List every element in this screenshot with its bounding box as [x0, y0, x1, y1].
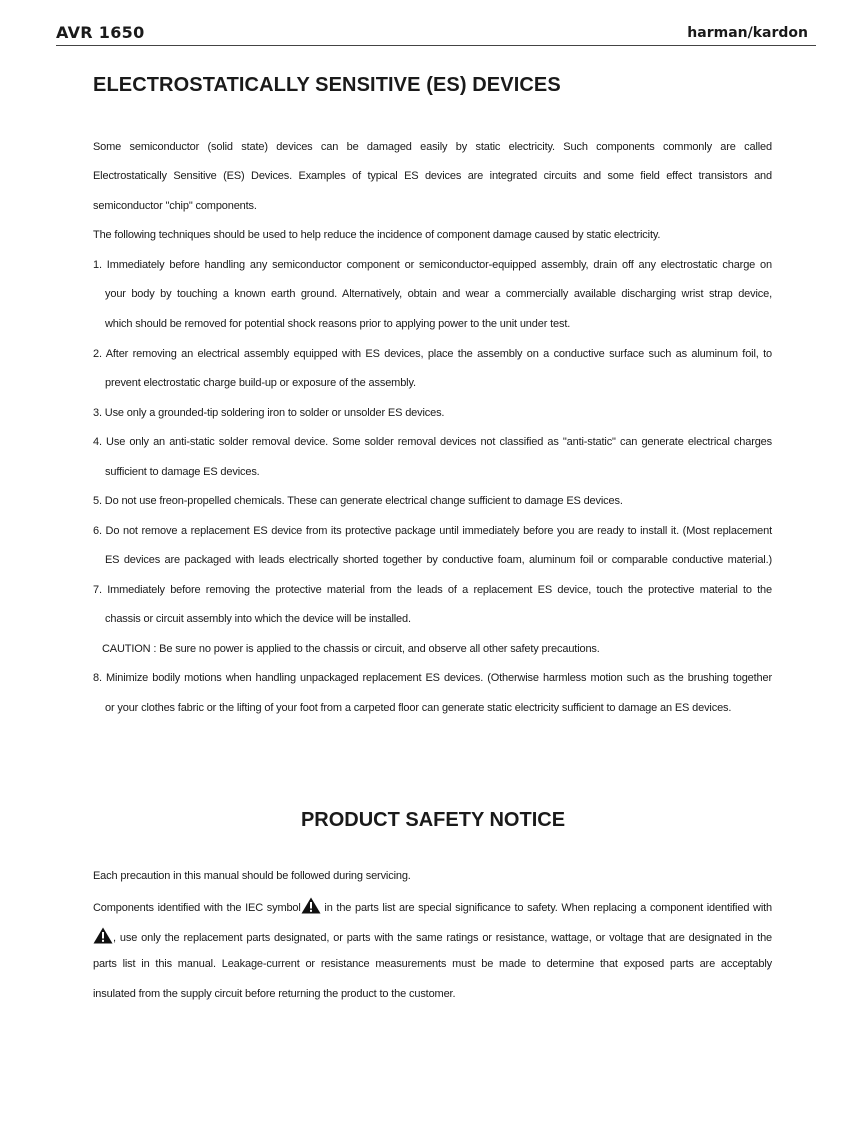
- paragraph-line: semiconductor "chip" components.: [93, 200, 257, 212]
- warning-triangle-icon: [301, 897, 321, 914]
- list-item-line: which should be removed for potential shock reasons prior to applying power to the unit under test.: [105, 318, 571, 330]
- paragraph-text: , use only the replacement parts designated, or parts with the same ratings or resistance, wattage, or voltage that are designated in the: [113, 932, 772, 944]
- list-item-line: 5. Do not use freon-propelled chemicals. These can generate electrical change sufficient to damage ES devices.: [93, 495, 623, 507]
- list-item-line: 7. Immediately before removing the protective material from the leads of a replacement ES device, touch the protective material to the: [93, 584, 772, 596]
- paragraph-line: The following techniques should be used to help reduce the incidence of component damage caused by static electricity.: [93, 229, 661, 241]
- paragraph-line: Some semiconductor (solid state) devices can be damaged easily by static electricity. Such components commonly are called: [93, 141, 772, 153]
- list-item-line: 4. Use only an anti-static solder removal device. Some solder removal devices not classified as "anti-static" can generate electrical charges: [93, 436, 772, 448]
- es-devices-title: ELECTROSTATICALLY SENSITIVE (ES) DEVICES: [93, 74, 561, 96]
- list-item-line: your body by touching a known earth ground. Alternatively, obtain and wear a commercially available discharging wrist strap device,: [105, 288, 772, 300]
- list-item-line: ES devices are packaged with leads electrically shorted together by conductive foam, aluminum foil or comparable conductive material.): [105, 554, 772, 566]
- list-item-line: sufficient to damage ES devices.: [105, 466, 260, 478]
- list-item-line: 6. Do not remove a replacement ES device from its protective package until immediately before you are ready to install it. (Most replacement: [93, 525, 772, 537]
- list-item-line: or your clothes fabric or the lifting of your foot from a carpeted floor can generate static electricity sufficient to damage an ES devices.: [105, 702, 732, 714]
- header-divider: [56, 45, 816, 46]
- list-item-line: 3. Use only a grounded-tip soldering iron to solder or unsolder ES devices.: [93, 407, 445, 419]
- paragraph-line: Electrostatically Sensitive (ES) Devices. Examples of typical ES devices are integrated circuits and some field effect transistors and: [93, 170, 772, 182]
- paragraph-line: insulated from the supply circuit before returning the product to the customer.: [93, 988, 456, 1000]
- product-safety-title: PRODUCT SAFETY NOTICE: [300, 809, 566, 831]
- list-item-line: prevent electrostatic charge build-up or exposure of the assembly.: [105, 377, 416, 389]
- list-item-line: 8. Minimize bodily motions when handling unpackaged replacement ES devices. (Otherwise harmless motion such as the brushing together: [93, 672, 772, 684]
- caution-note: CAUTION : Be sure no power is applied to the chassis or circuit, and observe all other safety precautions.: [102, 643, 600, 655]
- paragraph-line: [93, 897, 772, 915]
- brand-logo: harman/kardon: [687, 25, 808, 41]
- paragraph-text: Components identified with the IEC symbol: [93, 902, 301, 914]
- paragraph-line: [93, 927, 772, 945]
- list-item-line: 2. After removing an electrical assembly equipped with ES devices, place the assembly on a conductive surface such as aluminum foil, to: [93, 348, 772, 360]
- list-item-line: chassis or circuit assembly into which the device will be installed.: [105, 613, 411, 625]
- paragraph-line: parts list in this manual. Leakage-current or resistance measurements must be made to determine that exposed parts are acceptably: [93, 958, 772, 970]
- warning-triangle-icon: [93, 927, 113, 944]
- list-item-line: 1. Immediately before handling any semiconductor component or semiconductor-equipped assembly, drain off any electrostatic charge on: [93, 259, 772, 271]
- paragraph-line: Each precaution in this manual should be followed during servicing.: [93, 870, 411, 882]
- model-name: AVR 1650: [56, 23, 145, 42]
- paragraph-text: in the parts list are special significance to safety. When replacing a component identified with: [320, 902, 772, 914]
